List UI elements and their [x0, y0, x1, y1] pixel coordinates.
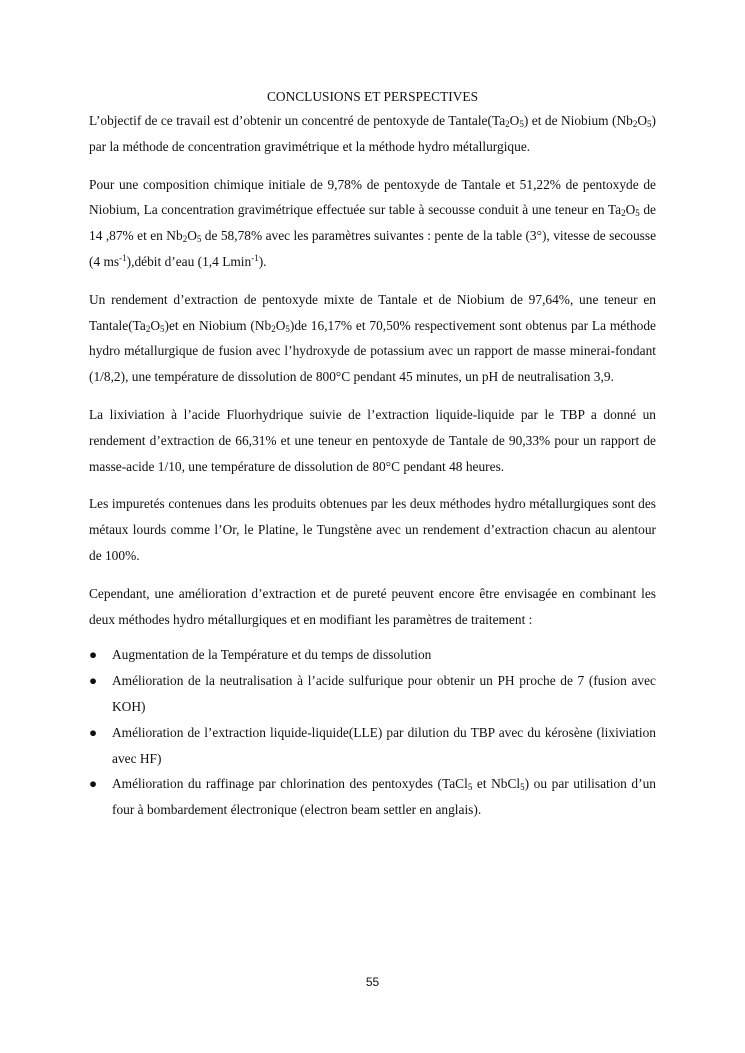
list-item: ● Amélioration du raffinage par chlorination des pentoxydes (TaCl$_5$ et NbCl$_5$) ou par utilisation d’un four à bombardement électronique (electron beam settler en anglais).	[89, 771, 656, 823]
paragraph-objective: L’objectif de ce travail est d’obtenir un concentré de pentoxyde de $Tantale(Ta_2O_5)$ et de Niobium $(Nb_2O_5)$ par la méthode de concentration gravimétrique et la méthode hydro métallurgique.	[89, 113, 657, 154]
bullet-icon: ●	[89, 776, 98, 792]
list-item: ● Amélioration de l’extraction liquide-liquide(LLE) par dilution du TBP avec du kérosène (lixiviation avec HF)	[89, 720, 656, 772]
bullet-icon: ●	[89, 647, 98, 663]
paragraph-perspectives: Cependant, une amélioration d’extraction et de pureté peuvent encore être envisagée en combinant les deux méthodes hydro métallurgiques et en modifiant les paramètres de traitement :	[89, 585, 656, 627]
paragraph-fusion-yield: Un rendement d’extraction de pentoxyde mixte de Tantale et de Niobium de 97,64%, une teneur en $Tantale(Ta_2O_5)et$ en Niobium $(Nb_2O_5)de$ 16,17% et 70,50% respectivement sont obtenus par La méthode hydro métallurgique de fusion avec l’hydroxyde de potassium avec un rapport de masse minerai-fondant (1/8,2), une température de dissolution de 800°C pendant 45 minutes, un pH de neutralisation 3,9.	[89, 291, 656, 385]
list-item: ● Amélioration de la neutralisation à l’acide sulfurique pour obtenir un PH proche de 7 (fusion avec KOH)	[89, 668, 656, 720]
paragraph-impurities: Les impuretés contenues dans les produits obtenues par les deux méthodes hydro métallurgiques sont des métaux lourds comme l’Or, le Platine, le Tungstène avec un rendement d’extraction chacun au alentour de 100%.	[89, 496, 656, 563]
improvement-list	[89, 642, 656, 823]
bullet-icon: ●	[89, 724, 98, 740]
document-body	[89, 88, 656, 823]
paragraph-gravimetric: Pour une composition chimique initiale de 9,78% de pentoxyde de Tantale et 51,22% de pentoxyde de Niobium, La concentration gravimétrique effectuée sur table à secousse conduit à une teneur en $Ta_2O_5$ de 14 ,87% et en $Nb_2O_5$ de 58,78% avec les paramètres suivantes : pente de la table (3°), vitesse de secousse (4 $ms^{-1}),débit$ d’eau (1,4 Lmin$^{-1}$).	[89, 176, 657, 269]
paragraph-leaching: La lixiviation à l’acide Fluorhydrique suivie de l’extraction liquide-liquide par le TBP a donné un rendement d’extraction de 66,31% et une teneur en pentoxyde de Tantale de 90,33% pour un rapport de masse-acide 1/10, une température de dissolution de 80°C pendant 48 heures.	[89, 406, 656, 474]
page-number: 55	[365, 975, 380, 989]
section-title: CONCLUSIONS ET PERSPECTIVES	[266, 89, 479, 104]
list-item: ● Augmentation de la Température et du temps de dissolution	[89, 642, 656, 668]
bullet-icon: ●	[89, 673, 98, 689]
